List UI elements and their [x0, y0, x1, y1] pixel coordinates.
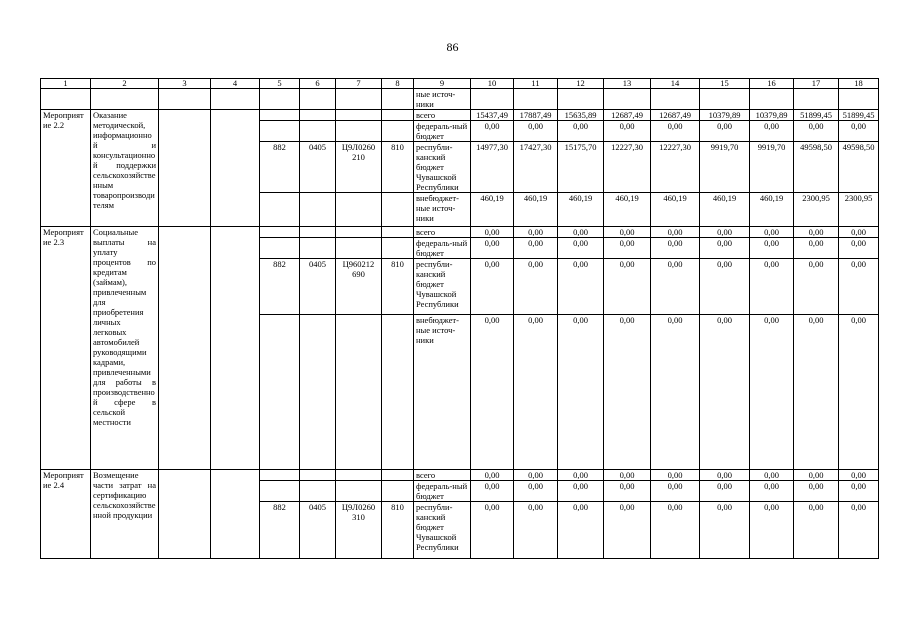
empty-cell	[839, 89, 879, 110]
value-cell: 2300,95	[839, 193, 879, 227]
value-cell: 0,00	[750, 502, 794, 559]
code-cell	[382, 238, 414, 259]
value-cell: 0,00	[558, 238, 604, 259]
value-cell: 0,00	[604, 315, 651, 470]
value-cell: 0,00	[700, 481, 750, 502]
value-cell: 2300,95	[794, 193, 839, 227]
value-cell: 0,00	[794, 227, 839, 238]
empty-cell	[211, 227, 260, 470]
code-cell	[382, 110, 414, 121]
source-cell: федераль-ный бюджет	[414, 121, 471, 142]
value-cell: 12227,30	[604, 142, 651, 193]
source-cell: республи-канский бюджет Чувашской Республики	[414, 502, 471, 559]
value-cell: 0,00	[514, 502, 558, 559]
value-cell: 0,00	[471, 238, 514, 259]
code-cell	[300, 470, 336, 481]
code-cell	[382, 193, 414, 227]
value-cell: 0,00	[471, 315, 514, 470]
value-cell: 0,00	[604, 481, 651, 502]
value-cell: 0,00	[604, 470, 651, 481]
table-row	[41, 227, 879, 238]
code-cell	[300, 315, 336, 470]
code-cell	[382, 121, 414, 142]
empty-cell	[750, 89, 794, 110]
empty-cell	[794, 89, 839, 110]
value-cell: 0,00	[558, 121, 604, 142]
value-cell: 0,00	[750, 481, 794, 502]
value-cell: 0,00	[750, 259, 794, 315]
empty-cell	[159, 470, 211, 559]
value-cell: 0,00	[651, 238, 700, 259]
empty-cell	[514, 89, 558, 110]
event-id: Мероприятие 2.3	[41, 227, 91, 470]
code-cell: Ц960212 690	[336, 259, 382, 315]
value-cell: 0,00	[700, 502, 750, 559]
code-cell	[336, 481, 382, 502]
code-cell	[336, 238, 382, 259]
value-cell: 0,00	[604, 238, 651, 259]
header-cell: 16	[750, 79, 794, 89]
code-cell	[382, 227, 414, 238]
header-cell: 18	[839, 79, 879, 89]
value-cell: 0,00	[700, 470, 750, 481]
value-cell: 0,00	[839, 238, 879, 259]
header-cell: 17	[794, 79, 839, 89]
value-cell: 9919,70	[750, 142, 794, 193]
value-cell: 9919,70	[700, 142, 750, 193]
header-cell: 3	[159, 79, 211, 89]
value-cell: 17427,30	[514, 142, 558, 193]
code-cell: 810	[382, 142, 414, 193]
header-cell: 7	[336, 79, 382, 89]
value-cell: 460,19	[651, 193, 700, 227]
value-cell: 12687,49	[651, 110, 700, 121]
source-cell: всего	[414, 470, 471, 481]
value-cell: 0,00	[558, 481, 604, 502]
code-cell	[336, 227, 382, 238]
empty-cell	[382, 89, 414, 110]
empty-cell	[260, 89, 300, 110]
empty-cell	[300, 89, 336, 110]
value-cell: 0,00	[839, 121, 879, 142]
value-cell: 0,00	[514, 315, 558, 470]
value-cell: 0,00	[750, 227, 794, 238]
empty-cell	[159, 110, 211, 227]
header-cell: 14	[651, 79, 700, 89]
code-cell: 882	[260, 142, 300, 193]
value-cell: 0,00	[604, 121, 651, 142]
value-cell: 0,00	[651, 121, 700, 142]
value-cell: 0,00	[794, 259, 839, 315]
source-cell: ные источ-ники	[414, 89, 471, 110]
empty-cell	[211, 110, 260, 227]
value-cell: 0,00	[839, 259, 879, 315]
code-cell: 0405	[300, 502, 336, 559]
header-cell: 2	[91, 79, 159, 89]
code-cell	[382, 470, 414, 481]
value-cell: 0,00	[750, 238, 794, 259]
source-cell: республи-канский бюджет Чувашской Республики	[414, 259, 471, 315]
value-cell: 0,00	[750, 121, 794, 142]
code-cell	[382, 315, 414, 470]
value-cell: 0,00	[794, 315, 839, 470]
header-cell: 9	[414, 79, 471, 89]
value-cell: 0,00	[471, 502, 514, 559]
code-cell	[300, 481, 336, 502]
code-cell: 810	[382, 259, 414, 315]
value-cell: 460,19	[604, 193, 651, 227]
empty-cell	[651, 89, 700, 110]
value-cell: 0,00	[514, 259, 558, 315]
value-cell: 0,00	[839, 470, 879, 481]
value-cell: 10379,89	[750, 110, 794, 121]
code-cell	[336, 315, 382, 470]
value-cell: 51899,45	[794, 110, 839, 121]
value-cell: 0,00	[839, 227, 879, 238]
value-cell: 0,00	[558, 259, 604, 315]
value-cell: 0,00	[604, 227, 651, 238]
value-cell: 49598,50	[839, 142, 879, 193]
value-cell: 0,00	[558, 502, 604, 559]
empty-cell	[558, 89, 604, 110]
value-cell: 0,00	[651, 502, 700, 559]
value-cell: 0,00	[700, 121, 750, 142]
value-cell: 0,00	[514, 227, 558, 238]
value-cell: 14977,30	[471, 142, 514, 193]
code-cell	[260, 121, 300, 142]
value-cell: 15175,70	[558, 142, 604, 193]
value-cell: 0,00	[514, 238, 558, 259]
header-cell: 8	[382, 79, 414, 89]
code-cell: 810	[382, 502, 414, 559]
code-cell: Ц9Л0260 310	[336, 502, 382, 559]
value-cell: 460,19	[700, 193, 750, 227]
source-cell: республи-канский бюджет Чувашской Республики	[414, 142, 471, 193]
value-cell: 0,00	[839, 481, 879, 502]
code-cell	[300, 193, 336, 227]
empty-cell	[604, 89, 651, 110]
value-cell: 0,00	[700, 315, 750, 470]
code-cell: 0405	[300, 259, 336, 315]
empty-cell	[159, 227, 211, 470]
value-cell: 12227,30	[651, 142, 700, 193]
empty-cell	[211, 89, 260, 110]
value-cell: 0,00	[750, 470, 794, 481]
value-cell: 0,00	[651, 315, 700, 470]
empty-cell	[471, 89, 514, 110]
value-cell: 0,00	[514, 121, 558, 142]
value-cell: 0,00	[794, 470, 839, 481]
source-cell: внебюджет-ные источ-ники	[414, 193, 471, 227]
code-cell	[336, 110, 382, 121]
value-cell: 0,00	[839, 502, 879, 559]
value-cell: 0,00	[514, 481, 558, 502]
value-cell: 15635,89	[558, 110, 604, 121]
header-cell: 4	[211, 79, 260, 89]
header-cell: 6	[300, 79, 336, 89]
event-id: Мероприятие 2.2	[41, 110, 91, 227]
value-cell: 0,00	[651, 227, 700, 238]
value-cell: 0,00	[471, 121, 514, 142]
value-cell: 0,00	[558, 227, 604, 238]
code-cell	[260, 481, 300, 502]
code-cell	[260, 470, 300, 481]
value-cell: 49598,50	[794, 142, 839, 193]
value-cell: 460,19	[471, 193, 514, 227]
code-cell	[300, 110, 336, 121]
source-cell: федераль-ный бюджет	[414, 481, 471, 502]
code-cell	[336, 121, 382, 142]
header-cell: 1	[41, 79, 91, 89]
code-cell	[260, 238, 300, 259]
code-cell	[300, 121, 336, 142]
empty-cell	[700, 89, 750, 110]
code-cell	[382, 481, 414, 502]
empty-cell	[336, 89, 382, 110]
value-cell: 0,00	[651, 481, 700, 502]
value-cell: 15437,49	[471, 110, 514, 121]
table-row	[41, 110, 879, 121]
table-row	[41, 470, 879, 481]
code-cell	[300, 227, 336, 238]
value-cell: 0,00	[604, 502, 651, 559]
header-cell: 10	[471, 79, 514, 89]
code-cell: 0405	[300, 142, 336, 193]
event-name: Возмещение части затрат на сертификацию сельскохозяйственной продукции	[91, 470, 159, 559]
empty-cell	[159, 89, 211, 110]
source-cell: всего	[414, 227, 471, 238]
value-cell: 0,00	[794, 502, 839, 559]
value-cell: 17887,49	[514, 110, 558, 121]
value-cell: 0,00	[750, 315, 794, 470]
value-cell: 0,00	[839, 315, 879, 470]
code-cell: 882	[260, 259, 300, 315]
value-cell: 0,00	[471, 481, 514, 502]
code-cell	[336, 470, 382, 481]
header-cell: 13	[604, 79, 651, 89]
empty-cell	[211, 470, 260, 559]
value-cell: 460,19	[750, 193, 794, 227]
header-cell: 12	[558, 79, 604, 89]
header-cell: 15	[700, 79, 750, 89]
value-cell: 0,00	[700, 238, 750, 259]
carryover-row	[41, 89, 879, 110]
value-cell: 0,00	[651, 470, 700, 481]
event-name: Социальные выплаты на уплату процентов по кредитам (займам), привлеченным для приобретения личных легковых автомобилей руководящими кадрами, привлеченными для работы в производственной сфере в сельской местности	[91, 227, 159, 470]
budget-table-body	[41, 79, 879, 559]
source-cell: внебюджет-ные источ-ники	[414, 315, 471, 470]
code-cell	[260, 315, 300, 470]
event-name: Оказание методической, информационной и консультационной поддержки сельскохозяйственным товаропроизводителям	[91, 110, 159, 227]
value-cell: 51899,45	[839, 110, 879, 121]
header-row	[41, 79, 879, 89]
code-cell: Ц9Л0260 210	[336, 142, 382, 193]
value-cell: 460,19	[558, 193, 604, 227]
code-cell: 882	[260, 502, 300, 559]
code-cell	[300, 238, 336, 259]
value-cell: 460,19	[514, 193, 558, 227]
value-cell: 0,00	[514, 470, 558, 481]
header-cell: 11	[514, 79, 558, 89]
value-cell: 0,00	[558, 470, 604, 481]
code-cell	[336, 193, 382, 227]
header-cell: 5	[260, 79, 300, 89]
page-number: 86	[446, 40, 459, 54]
value-cell: 0,00	[471, 227, 514, 238]
value-cell: 10379,89	[700, 110, 750, 121]
event-id: Мероприятие 2.4	[41, 470, 91, 559]
value-cell: 0,00	[558, 315, 604, 470]
value-cell: 12687,49	[604, 110, 651, 121]
value-cell: 0,00	[700, 259, 750, 315]
budget-table	[40, 78, 879, 559]
source-cell: федераль-ный бюджет	[414, 238, 471, 259]
value-cell: 0,00	[651, 259, 700, 315]
code-cell	[260, 227, 300, 238]
empty-cell	[41, 89, 91, 110]
code-cell	[260, 193, 300, 227]
value-cell: 0,00	[471, 470, 514, 481]
value-cell: 0,00	[794, 238, 839, 259]
code-cell	[260, 110, 300, 121]
value-cell: 0,00	[794, 121, 839, 142]
value-cell: 0,00	[604, 259, 651, 315]
empty-cell	[91, 89, 159, 110]
source-cell: всего	[414, 110, 471, 121]
value-cell: 0,00	[471, 259, 514, 315]
value-cell: 0,00	[700, 227, 750, 238]
value-cell: 0,00	[794, 481, 839, 502]
